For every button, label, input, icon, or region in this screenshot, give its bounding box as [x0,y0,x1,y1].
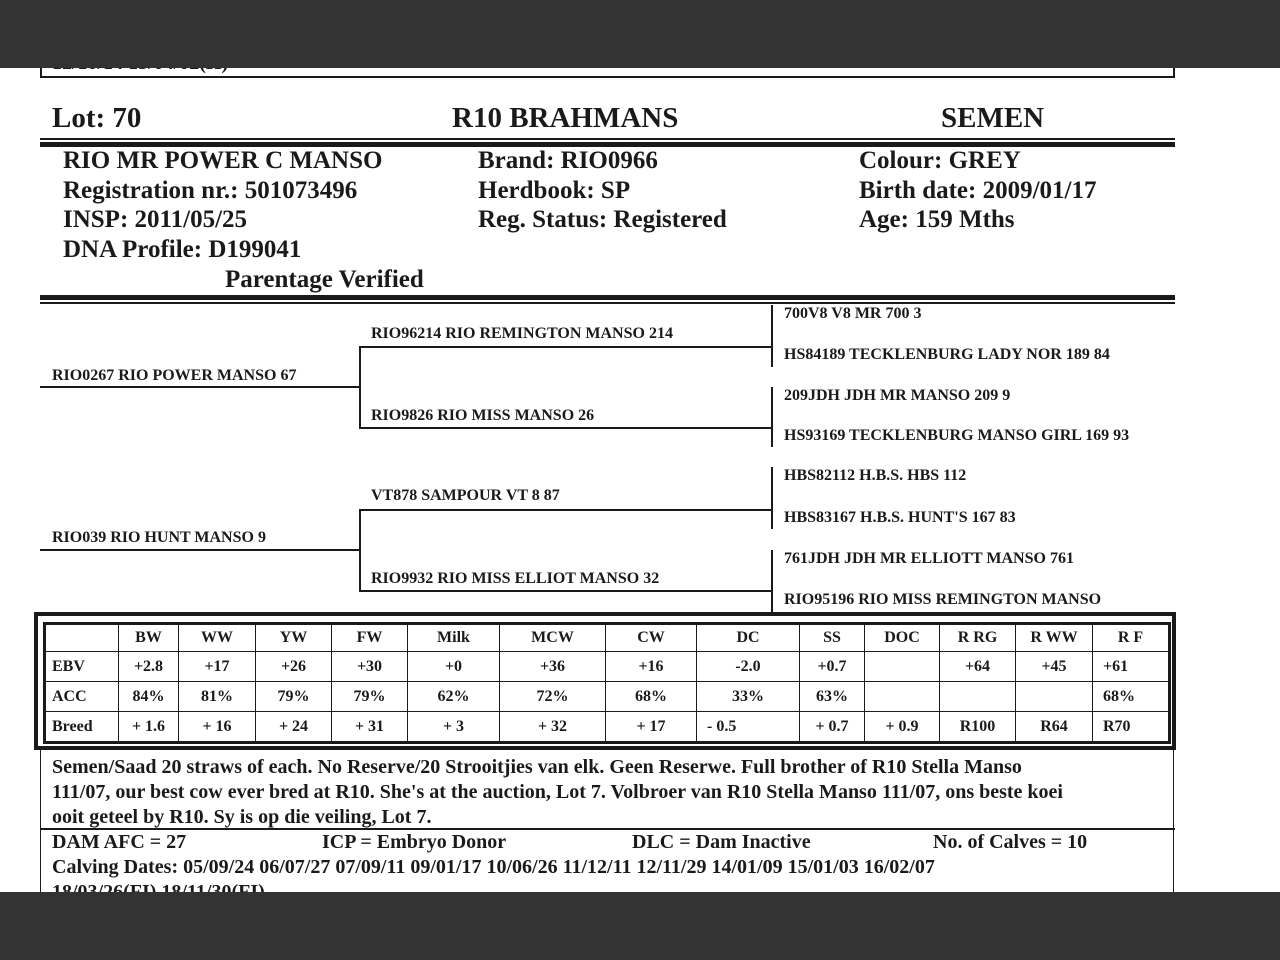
table-header-cell: YW [256,624,332,652]
dna-profile: DNA Profile: D199041 [63,236,302,263]
pedigree-line [359,509,361,591]
insp-date: INSP: 2011/05/25 [63,206,248,233]
table-cell: 68% [606,682,697,712]
ebv-table [43,622,1171,744]
pedigree-great-grandparent: 761JDH JDH MR ELLIOTT MANSO 761 [784,550,1074,567]
table-cell: +17 [179,652,256,682]
sale-type: SEMEN [941,102,1045,134]
pedigree-great-grandparent: HBS82112 H.B.S. HBS 112 [784,467,967,484]
table-cell: R70 [1093,712,1170,743]
notes-line: ooit geteel by R10. Sy is op die veiling, Lot 7. [52,806,432,828]
parentage-status: Parentage Verified [225,266,424,293]
registration-number: Registration nr.: 501073496 [63,177,358,204]
table-header-cell [45,624,119,652]
table-header-cell: R RG [940,624,1016,652]
table-cell: + 24 [256,712,332,743]
table-cell: +61 [1093,652,1170,682]
table-cell: 81% [179,682,256,712]
top-dark-bar [0,0,1280,68]
pedigree-great-grandparent: HS93169 TECKLENBURG MANSO GIRL 169 93 [784,427,1130,444]
colour: Colour: GREY [859,147,1021,174]
table-cell: 79% [332,682,408,712]
pedigree-line [771,387,773,447]
previous-record-bottom-rule [40,76,1175,78]
pedigree-line [40,386,360,388]
pedigree-line [771,467,773,529]
age: Age: 159 Mths [859,206,1015,233]
table-cell: - 0.5 [697,712,800,743]
table-cell: + 0.7 [800,712,865,743]
pedigree-line [359,590,772,592]
pedigree-line [359,427,772,429]
bottom-dark-bar [0,892,1280,960]
pedigree-dam-dam: RIO9932 RIO MISS ELLIOT MANSO 32 [371,570,660,587]
pedigree-line [359,509,772,511]
table-cell [940,682,1016,712]
table-cell: EBV [45,652,119,682]
table-cell: +26 [256,652,332,682]
table-header-cell: DOC [865,624,940,652]
table-cell: 33% [697,682,800,712]
table-cell [865,682,940,712]
table-cell: Breed [45,712,119,743]
table-row [45,712,1170,743]
pedigree-line [40,549,360,551]
table-cell: +64 [940,652,1016,682]
pedigree-dam-sire: VT878 SAMPOUR VT 8 87 [371,487,560,504]
number-of-calves: No. of Calves = 10 [933,831,1088,853]
table-cell: +36 [500,652,606,682]
table-cell: -2.0 [697,652,800,682]
pedigree-great-grandparent: RIO95196 RIO MISS REMINGTON MANSO [784,591,1102,608]
table-header-cell: MCW [500,624,606,652]
pedigree-great-grandparent: HS84189 TECKLENBURG LADY NOR 189 84 [784,346,1110,363]
ebv-header-row [45,624,1170,652]
table-header-cell: BW [119,624,179,652]
info-rule-thick [40,295,1175,300]
birth-date: Birth date: 2009/01/17 [859,177,1097,204]
pedigree-sire-dam: RIO9826 RIO MISS MANSO 26 [371,407,595,424]
dlc-status: DLC = Dam Inactive [632,831,811,853]
pedigree-line [771,305,773,367]
table-cell: +30 [332,652,408,682]
table-cell: R100 [940,712,1016,743]
pedigree-line [771,550,773,612]
icp-status: ICP = Embryo Donor [322,831,507,853]
herdbook: Herdbook: SP [478,177,631,204]
animal-name: RIO MR POWER C MANSO [63,147,383,174]
table-cell: 68% [1093,682,1170,712]
brand: Brand: RIO0966 [478,147,658,174]
table-cell: 63% [800,682,865,712]
pedigree-great-grandparent: 700V8 V8 MR 700 3 [784,305,922,322]
table-cell: +45 [1016,652,1093,682]
lot-number: Lot: 70 [52,102,142,134]
pedigree-great-grandparent: 209JDH JDH MR MANSO 209 9 [784,387,1011,404]
table-cell [1016,682,1093,712]
pedigree-great-grandparent: HBS83167 H.B.S. HUNT'S 167 83 [784,509,1016,526]
table-cell: ACC [45,682,119,712]
pedigree-sire: RIO0267 RIO POWER MANSO 67 [52,367,297,384]
table-header-cell: DC [697,624,800,652]
pedigree-line [359,346,772,348]
header-rule-thin [40,138,1175,140]
table-cell: + 1.6 [119,712,179,743]
dam-afc: DAM AFC = 27 [52,831,187,853]
table-cell: + 16 [179,712,256,743]
table-header-cell: Milk [408,624,500,652]
table-cell: R64 [1016,712,1093,743]
table-cell: + 32 [500,712,606,743]
calving-dates: Calving Dates: 05/09/24 06/07/27 07/09/11 09/01/17 10/06/26 11/12/11 12/11/29 14/01/09 15/01/03 16/02/07 [52,856,935,878]
table-header-cell: R F [1093,624,1170,652]
table-header-cell: CW [606,624,697,652]
notes-line: Semen/Saad 20 straws of each. No Reserve/20 Strooitjies van elk. Geen Reserwe. Full brother of R10 Stella Manso [52,756,1022,778]
table-cell: +2.8 [119,652,179,682]
table-cell: + 3 [408,712,500,743]
table-cell: 72% [500,682,606,712]
registration-status: Reg. Status: Registered [478,206,727,233]
table-cell: + 31 [332,712,408,743]
table-cell: + 0.9 [865,712,940,743]
table-header-cell: SS [800,624,865,652]
table-header-cell: FW [332,624,408,652]
table-cell: 79% [256,682,332,712]
table-row [45,682,1170,712]
table-cell: + 17 [606,712,697,743]
breeder-title: R10 BRAHMANS [452,102,679,134]
notes-line: 111/07, our best cow ever bred at R10. She's at the auction, Lot 7. Volbroer van R10 Stella Manso 111/07, ons beste koei [52,781,1063,803]
table-cell: +16 [606,652,697,682]
pedigree-dam: RIO039 RIO HUNT MANSO 9 [52,529,266,546]
table-cell [865,652,940,682]
pedigree-line [359,346,361,428]
table-row [45,652,1170,682]
table-cell: +0.7 [800,652,865,682]
table-cell: +0 [408,652,500,682]
table-header-cell: WW [179,624,256,652]
pedigree-sire-sire: RIO96214 RIO REMINGTON MANSO 214 [371,325,673,342]
info-rule-thin [40,302,1175,304]
table-cell: 62% [408,682,500,712]
table-cell: 84% [119,682,179,712]
table-header-cell: R WW [1016,624,1093,652]
